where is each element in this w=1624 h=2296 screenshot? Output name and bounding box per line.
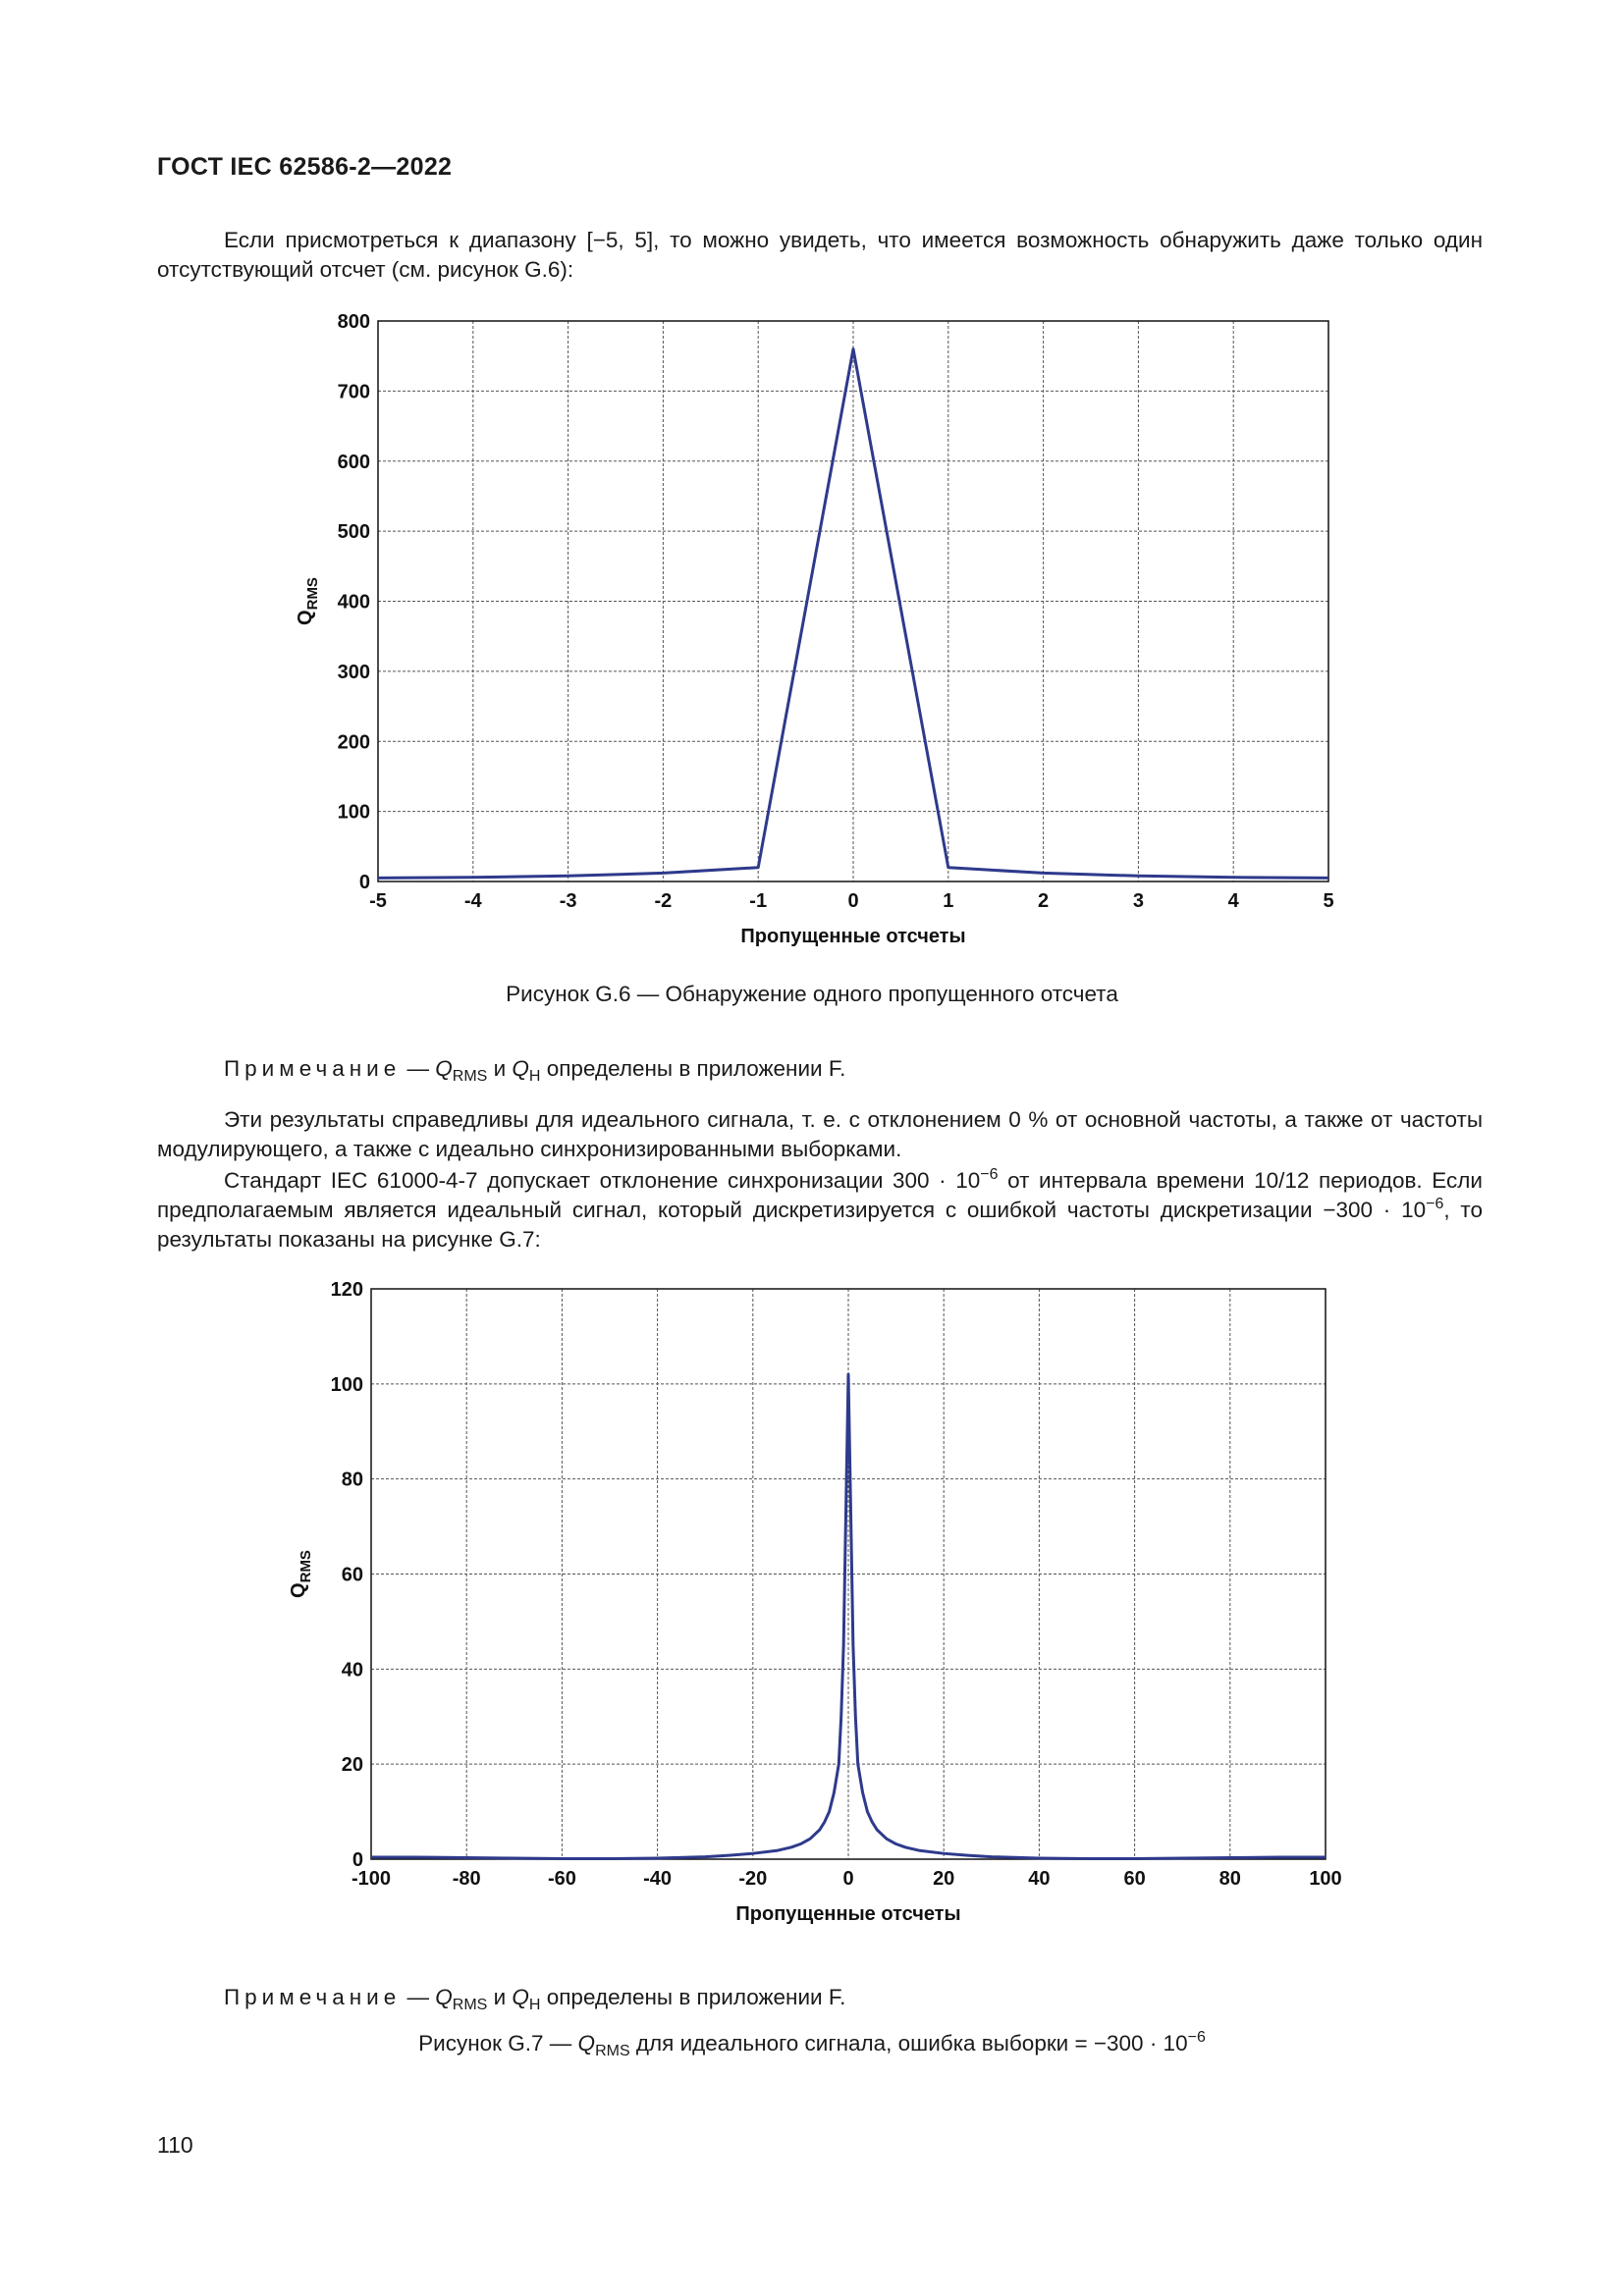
- y-tick-label: 60: [341, 1564, 363, 1586]
- x-tick-label: -4: [463, 890, 482, 912]
- x-tick-label: -3: [559, 890, 577, 912]
- y-tick-label: 700: [337, 381, 370, 403]
- y-tick-label: 800: [337, 311, 370, 333]
- y-tick-label: 80: [341, 1468, 363, 1491]
- y-tick-label: 0: [358, 872, 370, 893]
- note-g6: Примечание — $Q_{RMS}$ и $Q_H$ определены в приложении F.: [224, 1056, 846, 1085]
- x-tick-label: -2: [654, 890, 673, 912]
- x-tick-label: 40: [1028, 1868, 1051, 1890]
- y-tick-label: 200: [337, 731, 370, 754]
- y-tick-label: 600: [337, 451, 370, 473]
- x-tick-label: -80: [452, 1868, 481, 1890]
- x-axis-title: Пропущенные отсчеты: [740, 926, 966, 947]
- x-tick-label: 0: [842, 1868, 854, 1890]
- figure-g6-chart: [285, 312, 1365, 960]
- x-tick-label: 80: [1218, 1868, 1241, 1890]
- x-tick-label: 60: [1123, 1868, 1146, 1890]
- x-tick-label: -1: [749, 890, 768, 912]
- y-tick-label: 20: [341, 1754, 363, 1777]
- figure-g7-chart: [285, 1278, 1365, 1946]
- x-tick-label: 20: [933, 1868, 955, 1890]
- y-tick-label: 100: [330, 1373, 363, 1396]
- x-tick-label: 100: [1309, 1868, 1342, 1890]
- x-tick-label: 5: [1323, 890, 1334, 912]
- x-tick-label: -60: [547, 1868, 576, 1890]
- page-number: 110: [157, 2132, 193, 2158]
- x-tick-label: 4: [1227, 890, 1239, 912]
- paragraph-intro-text: Если присмотреться к диапазону [−5, 5], то можно увидеть, что имеется возможность обнаружить даже только один отсутствующий отсчет (см. рисунок G.6):: [157, 228, 1483, 282]
- x-tick-label: -40: [643, 1868, 673, 1890]
- note-g7: Примечание — $Q_{RMS}$ и $Q_H$ определены в приложении F.: [224, 1985, 846, 2013]
- y-tick-label: 500: [337, 521, 370, 544]
- paragraph-intro: [157, 226, 1483, 285]
- y-tick-label: 40: [341, 1659, 363, 1682]
- x-tick-label: 2: [1038, 890, 1050, 912]
- y-tick-label: 0: [352, 1849, 363, 1871]
- x-tick-label: -5: [369, 890, 387, 912]
- x-tick-label: 1: [943, 890, 954, 912]
- note-label: Примечание: [224, 1056, 402, 1081]
- paragraph-results-text: Эти результаты справедливы для идеального сигнала, т. е. с отклонением 0 % от основной частоты, а также от частоты модулирующего, а также с идеально синхронизированными выборками.: [157, 1107, 1483, 1161]
- paragraph-standard: Стандарт IEC 61000-4-7 допускает отклонение синхронизации $300 \cdot 10^{-6}$ от интервала времени 10/12 периодов. Если предполагаемым является идеальный сигнал, который дискретизируется с ошибкой частоты дискретизации $-300 \cdot 10^{-6}$, то результаты показаны на рисунке G.7:: [157, 1166, 1483, 1252]
- y-tick-label: 400: [337, 591, 370, 614]
- figure-g6-caption: Рисунок G.6 — Обнаружение одного пропущенного отсчета: [506, 982, 1118, 1006]
- x-tick-label: 0: [847, 890, 859, 912]
- y-tick-label: 120: [330, 1279, 363, 1301]
- x-tick-label: 3: [1132, 890, 1144, 912]
- y-axis-title: $Q_{RMS}$: [295, 577, 321, 625]
- note-label: Примечание: [224, 1985, 402, 2009]
- document-header: ГОСТ IEC 62586-2—2022: [157, 153, 453, 181]
- x-tick-label: -100: [351, 1868, 392, 1890]
- y-tick-label: 300: [337, 661, 370, 683]
- x-axis-title: Пропущенные отсчеты: [735, 1903, 961, 1925]
- y-axis-title: $Q_{RMS}$: [288, 1550, 314, 1598]
- paragraph-results: [157, 1105, 1483, 1164]
- figure-g7-caption: Рисунок G.7 — $Q_{RMS}$ для идеального сигнала, ошибка выборки = $-300 \cdot 10^{-6}$: [418, 2029, 1206, 2059]
- y-tick-label: 100: [337, 801, 370, 824]
- x-tick-label: -20: [738, 1868, 768, 1890]
